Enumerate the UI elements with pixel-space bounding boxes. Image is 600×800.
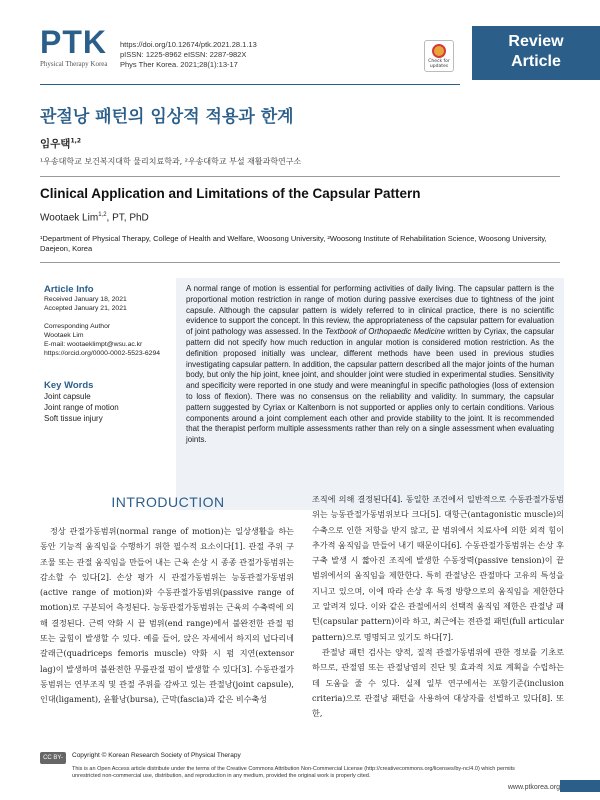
check-updates-icon xyxy=(432,44,446,58)
article-type-line2: Article xyxy=(511,53,561,70)
article-type-badge xyxy=(472,26,600,80)
body-text-right-column xyxy=(312,492,564,744)
korean-author xyxy=(40,136,81,151)
check-for-updates-button[interactable] xyxy=(424,40,454,72)
keyword: Joint range of motion xyxy=(44,403,119,412)
abstract-text-continued: written by Cyriax, the capsular pattern did not specify how much reduction in angular motion is considered motion restriction. As the definition proposed initially was unclear, different methods have been used in previous studies investigating capsular pattern. In addition, the capsular pattern described all the major joints of the human body, but only the hip joint, knee joint, and shoulder joint were studied in experimental studies. Sensitivity and specificity were reported in one study and were meaningful in specific pathologies (loss of extension to loss of flexion). There was no consensus on the reliability and validity. In summary, the capsular pattern suggested by Cyriax or Kaltenborn is not supported or applies only to certain conditions. Various components around a joint complement each other and provide stability to the joint. It is recommended that the therapist perform multiple assessments rather than rely on a single assessment when evaluating joints. xyxy=(186,327,555,445)
article-info-heading: Article Info xyxy=(44,284,94,295)
abstract-text: A normal range of motion is essential for performing activities of daily living. The capsular pattern is the proportional motion restriction in range of motion during passive exercises due to tightness of the joint capsule. Although the capsular pattern is widely referred to in clinical practice, there is no scientific evidence to support the concept. In this review, the appropriateness of the capsular pattern for evaluation of joint pathology was assessed. In the xyxy=(186,284,554,337)
paragraph: 관절낭 패턴 검사는 양적, 질적 관절가동범위에 관한 정보를 기초로 하므로, 관절염 또는 관절낭염의 진단 및 효과적 치료 계획을 수립하는 데 도움을 줄 수 있다. 실제 일부 연구에서는 포함기준(inclusion criteria)으로 관절낭 패턴을 사용하여 대상자를 선별하고 있다[8]. 또한, xyxy=(312,646,564,719)
article-type-line1: Review xyxy=(508,33,564,50)
english-affiliation: ¹Department of Physical Therapy, College of Health and Welfare, Woosong University, ²Woosong Institute of Rehabilitation Science, Woosong University, Daejeon, Korea xyxy=(40,234,547,253)
divider xyxy=(40,262,560,263)
korean-affiliation: ¹우송대학교 보건복지대학 물리치료학과, ²우송대학교 부설 재활과학연구소 xyxy=(40,157,302,166)
abstract xyxy=(176,278,564,510)
abstract-book-title: Textbook of Orthopaedic Medicine xyxy=(325,327,446,337)
body-text-left-column xyxy=(40,524,294,744)
paragraph: 조직에 의해 결정된다[4]. 동일한 조건에서 일반적으로 수동관절가동범위는 능동관절가동범위보다 크다[5]. 대항근(antagonistic muscle)의 수축으로 인한 저항을 받지 않고, 끝 범위에서 치료사에 의한 외적 힘이 추가적 움직임을 만들어 내기 때문이다[6]. 수동관절가동범위는 손상 후 구축 발생 시 짧아진 조직에 발생한 수동장력(passive tension)이 끝 범위에서의 움직임을 제한한다. 특히 관절낭은 관절마다 고유의 특성을 지니고 있으며, 이에 따라 손상 후 특정 방향으로의 움직임을 제한한다고 알려져 있다. 이와 같은 관절에서의 선택적 움직임 제한은 관절낭 패턴(capsular pattern)이라 하고, 최근에는 전관절 패턴(full articular pattern)으로 명명되고 있기도 하다[7]. xyxy=(312,494,564,642)
keyword: Joint capsule xyxy=(44,392,91,401)
journal-header xyxy=(0,0,600,86)
corresponding-author-orcid[interactable]: https://orcid.org/0000-0002-5523-6294 xyxy=(44,350,161,357)
keywords-heading: Key Words xyxy=(44,380,94,391)
korean-author-name: 임우택 xyxy=(40,138,71,150)
header-divider xyxy=(40,84,460,85)
article-info-panel xyxy=(44,284,174,424)
korean-title: 관절낭 패턴의 임상적 적용과 한계 xyxy=(40,107,294,127)
page-tab xyxy=(560,780,600,792)
creative-commons-icon[interactable]: CC BY-NC xyxy=(40,752,66,764)
corresponding-author-label: Corresponding Author xyxy=(44,323,111,330)
received-date: Received January 18, 2021 xyxy=(44,296,127,303)
keyword: Soft tissue injury xyxy=(44,414,103,423)
corresponding-author-name: Wootaek Lim xyxy=(44,332,84,339)
paragraph: 정상 관절가동범위(normal range of motion)는 일상생활을 하는 동안 기능적 움직임을 수행하기 위한 필수적 요소이다[1]. 관절 주위 구조물 또는 관절 움직임을 만들어 내는 근육 손상 시 종종 관절가동범위는 감소할 수 있다[2]. 손상 평가 시 관절가동범위는 능동관절가동범위(active range of motion)와 수동관절가동범위(passive range of motion)로 구분되어 측정된다. 능동관절가동범위는 근육의 수축력에 의해 결정된다. 근력 약화 시 끝 범위(end range)에서 불완전한 관절 펌 또는 굽힘이 발생할 수 있다. 예를 들어, 앉은 자세에서 하지의 넙다리네갈래근(quadriceps femoris muscle) 약화 시 펌 지연(extensor lag)이 발생하며 불완전한 무릎관절 펌이 발생할 수 있다[3]. 수동관절가동범위는 연부조직 및 관절 주위를 감싸고 있는 관절낭(joint capsule), 인대(ligament), 윤활낭(bursa), 근막(fascia)과 같은 비수축성 xyxy=(40,526,294,705)
divider xyxy=(40,176,560,177)
license-text: This is an Open Access article distribute under the terms of the Creative Commons Attribution Non-Commercial License (http://creativecommons.org/licenses/by-nc/4.0) which permits unrestricted non-commercial use, distribution, and reproduction in any medium, provided the original work is properly cited. xyxy=(72,766,515,779)
english-title: Clinical Application and Limitations of the Capsular Pattern xyxy=(40,186,421,201)
logo-subtitle: Physical Therapy Korea xyxy=(40,60,108,68)
corresponding-author-email[interactable]: E-mail: wootaeklimpt@wsu.ac.kr xyxy=(44,341,143,348)
journal-logo xyxy=(40,26,108,68)
journal-citation: Phys Ther Korea. 2021;28(1):13-17 xyxy=(120,60,238,69)
english-author-sup: 1,2 xyxy=(98,212,107,218)
copyright-text: Copyright © Korean Research Society of Physical Therapy xyxy=(72,752,241,759)
journal-website-link[interactable]: www.ptkorea.org xyxy=(507,784,560,791)
issn: pISSN: 1225-8962 eISSN: 2287-982X xyxy=(120,50,247,59)
license-footer xyxy=(40,752,560,780)
logo-text: PTK xyxy=(40,24,107,60)
check-updates-label: Check for updates xyxy=(428,59,450,69)
english-author-suffix: , PT, PhD xyxy=(106,212,149,224)
accepted-date: Accepted January 21, 2021 xyxy=(44,305,127,312)
english-author xyxy=(40,212,149,223)
citation-block xyxy=(120,40,257,70)
english-author-name: Wootaek Lim xyxy=(40,212,99,224)
doi-link[interactable]: https://doi.org/10.12674/ptk.2021.28.1.13 xyxy=(120,40,257,49)
korean-author-sup: 1,2 xyxy=(70,137,82,145)
section-heading-introduction: INTRODUCTION xyxy=(111,494,225,510)
